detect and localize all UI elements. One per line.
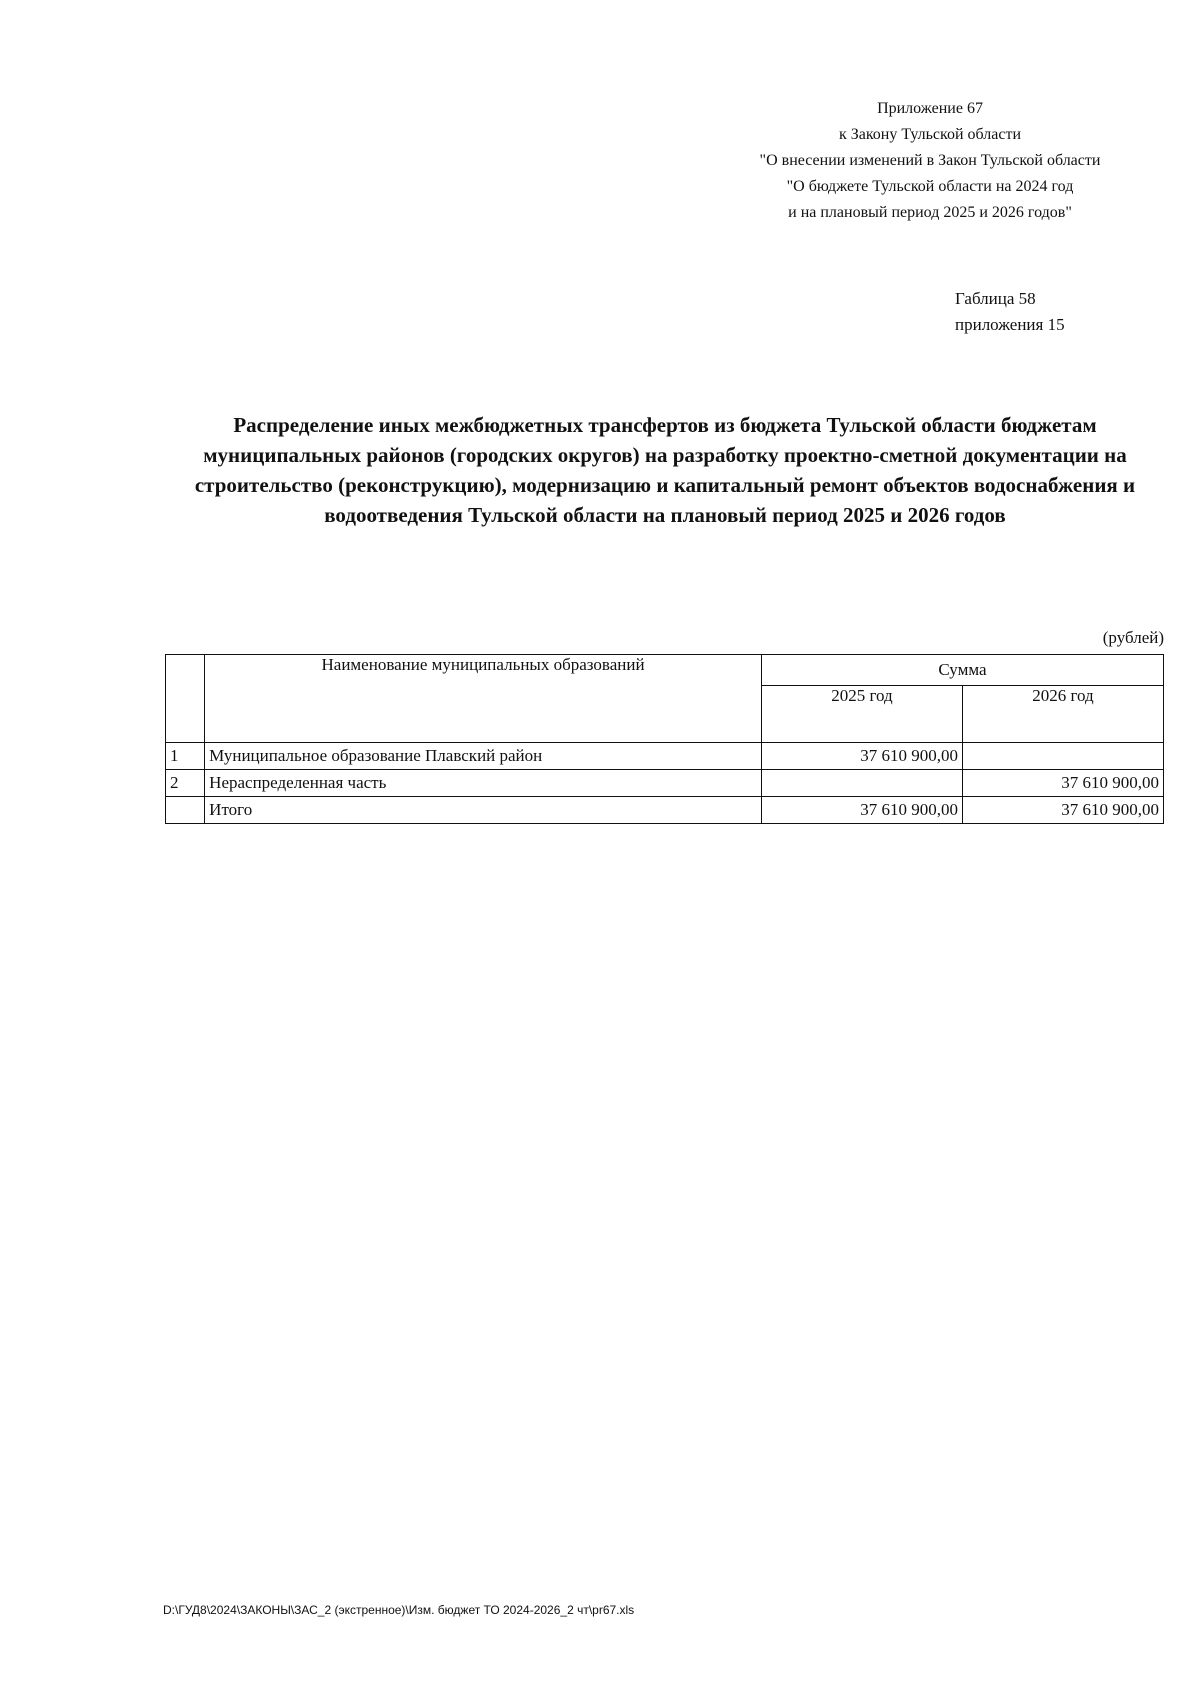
appendix-line-5: и на плановый период 2025 и 2026 годов" <box>788 204 1072 221</box>
row-amount-2025: 37 610 900,00 <box>761 743 962 770</box>
row-amount-2026: 37 610 900,00 <box>962 797 1163 824</box>
table-ref-line-1: Габлица 58 <box>955 289 1036 308</box>
table-ref-line-2: приложения 15 <box>955 315 1065 334</box>
appendix-line-1: Приложение 67 <box>877 100 983 117</box>
row-number: 2 <box>166 770 205 797</box>
unit-label: (рублей) <box>1102 628 1164 647</box>
header-number-cell <box>166 655 205 743</box>
appendix-line-3: "О внесении изменений в Закон Тульской области <box>759 152 1101 169</box>
header-2025: 2025 год <box>761 686 962 743</box>
table-row <box>166 770 1164 797</box>
header-sum: Сумма <box>761 655 1163 686</box>
distribution-table <box>165 654 1164 824</box>
row-number <box>166 797 205 824</box>
row-name: Нераспределенная часть <box>205 770 762 797</box>
document-title: Распределение иных межбюджетных трансфертов из бюджета Тульской области бюджетам муниципальных районов (городских округов) на разработку проектно-сметной документации на строительство (реконструкцию), модернизацию и капитальный ремонт объектов водоснабжения и водоотведения Тульской области на плановый период 2025 и 2026 годов <box>194 413 1136 527</box>
row-amount-2025: 37 610 900,00 <box>761 797 962 824</box>
row-name: Итого <box>205 797 762 824</box>
row-name: Муниципальное образование Плавский район <box>205 743 762 770</box>
appendix-line-2: к Закону Тульской области <box>838 126 1022 143</box>
appendix-line-4: "О бюджете Тульской области на 2024 год <box>786 178 1074 195</box>
file-path-footer: D:\ГУД8\2024\ЗАКОНЫ\ЗАС_2 (экстренное)\Изм. бюджет ТО 2024-2026_2 чт\pr67.xls <box>163 1603 635 1617</box>
appendix-header <box>700 96 1160 226</box>
header-2026: 2026 год <box>962 686 1163 743</box>
table-reference <box>955 286 1065 338</box>
row-amount-2026: 37 610 900,00 <box>962 770 1163 797</box>
table-row <box>166 743 1164 770</box>
row-number: 1 <box>166 743 205 770</box>
table-header-row <box>166 655 1164 686</box>
row-amount-2025 <box>761 770 962 797</box>
header-name: Наименование муниципальных образований <box>205 655 762 743</box>
table-total-row <box>166 797 1164 824</box>
row-amount-2026 <box>962 743 1163 770</box>
